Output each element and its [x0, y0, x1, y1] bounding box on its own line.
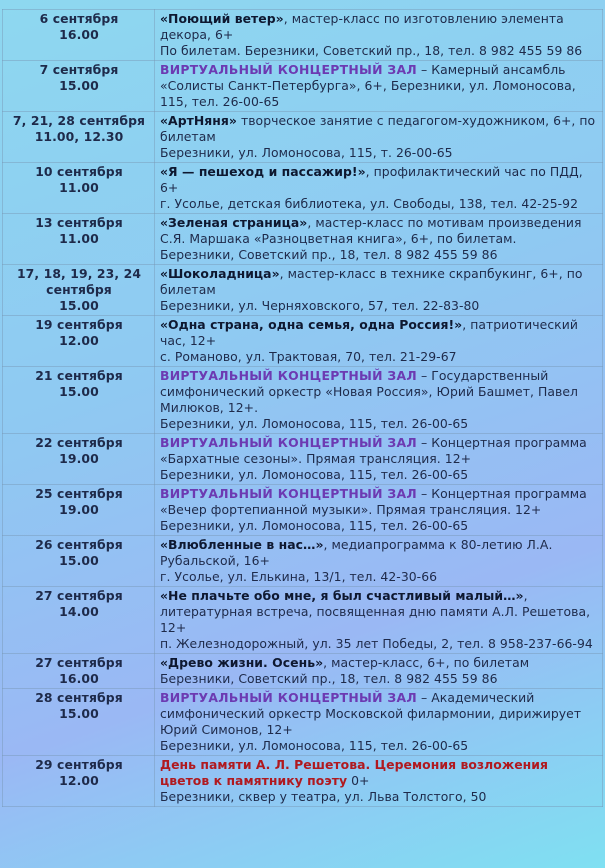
events-schedule-table	[2, 9, 603, 807]
event-venue: Березники, ул. Ломоносова, 115, тел. 26-00-65	[160, 467, 469, 482]
event-venue: Березники, ул. Ломоносова, 115, т. 26-00-65	[160, 145, 453, 160]
event-time: 15.00	[59, 706, 99, 721]
event-title: ВИРТУАЛЬНЫЙ КОНЦЕРТНЫЙ ЗАЛ	[160, 435, 418, 450]
event-row	[3, 689, 603, 756]
event-date: 13 сентября	[35, 215, 123, 230]
event-details: – Академический симфонический оркестр Московской филармонии, дирижирует Юрий Симонов, 12+	[160, 690, 582, 737]
event-date-cell	[3, 485, 155, 536]
event-row	[3, 485, 603, 536]
event-row	[3, 265, 603, 316]
event-time: 12.00	[59, 333, 99, 348]
event-time: 16.00	[59, 671, 99, 686]
event-description-cell	[155, 10, 603, 61]
event-description-cell	[155, 316, 603, 367]
event-description-cell	[155, 689, 603, 756]
event-details: , профилактический час по ПДД, 6+	[160, 164, 583, 195]
event-description-cell	[155, 654, 603, 689]
event-date-cell	[3, 587, 155, 654]
event-row	[3, 61, 603, 112]
event-details: , мастер-класс по мотивам произведения С.Я. Маршака «Разноцветная книга», 6+, по билетам.	[160, 215, 582, 246]
event-title: «Влюбленные в нас…»	[160, 537, 324, 552]
event-title: «Древо жизни. Осень»	[160, 655, 324, 670]
event-date-cell	[3, 163, 155, 214]
event-date: 10 сентября	[35, 164, 123, 179]
event-title: «Зеленая страница»	[160, 215, 308, 230]
event-date-cell	[3, 112, 155, 163]
event-date: 7, 21, 28 сентября	[12, 113, 146, 128]
event-row	[3, 756, 603, 807]
event-date: 19 сентября	[35, 317, 123, 332]
event-date-cell	[3, 434, 155, 485]
event-time: 12.00	[59, 773, 99, 788]
event-description-cell	[155, 112, 603, 163]
event-row	[3, 367, 603, 434]
event-title: «Не плачьте обо мне, я был счастливый малый…»	[160, 588, 524, 603]
event-date: 27 сентября	[35, 655, 123, 670]
event-description-cell	[155, 536, 603, 587]
event-title: ВИРТУАЛЬНЫЙ КОНЦЕРТНЫЙ ЗАЛ	[160, 690, 418, 705]
event-date-cell	[3, 654, 155, 689]
event-date-cell	[3, 536, 155, 587]
event-row	[3, 536, 603, 587]
event-details: , патриотический час, 12+	[160, 317, 578, 348]
event-description-cell	[155, 485, 603, 536]
event-venue: п. Железнодорожный, ул. 35 лет Победы, 2, тел. 8 958-237-66-94	[160, 636, 593, 651]
event-title: «Я — пешеход и пассажир!»	[160, 164, 366, 179]
event-description-cell	[155, 61, 603, 112]
event-date: 6 сентября	[39, 11, 119, 26]
event-details: , мастер-класс в технике скрапбукинг, 6+, по билетам	[160, 266, 583, 297]
event-row	[3, 214, 603, 265]
event-details: – Камерный ансамбль «Солисты Санкт-Петербурга», 6+, Березники, ул. Ломоносова, 115, тел. 26-00-65	[160, 62, 576, 109]
event-date: 17, 18, 19, 23, 24 сентября	[16, 266, 142, 297]
event-details: , литературная встреча, посвященная дню памяти А.Л. Решетова, 12+	[160, 588, 591, 635]
event-date: 22 сентября	[35, 435, 123, 450]
event-details: – Концертная программа «Вечер фортепианной музыки». Прямая трансляция. 12+	[160, 486, 587, 517]
event-time: 19.00	[59, 502, 99, 517]
event-date-cell	[3, 61, 155, 112]
event-time: 16.00	[59, 27, 99, 42]
event-date-cell	[3, 316, 155, 367]
event-time: 15.00	[59, 298, 99, 313]
event-date: 27 сентября	[35, 588, 123, 603]
event-details: , медиапрограмма к 80-летию Л.А. Рубальской, 16+	[160, 537, 553, 568]
event-date-cell	[3, 265, 155, 316]
event-details: 0+	[347, 773, 370, 788]
event-description-cell	[155, 163, 603, 214]
event-date-cell	[3, 689, 155, 756]
event-venue: г. Усолье, детская библиотека, ул. Свободы, 138, тел. 42-25-92	[160, 196, 579, 211]
event-description-cell	[155, 434, 603, 485]
event-time: 15.00	[59, 78, 99, 93]
event-date-cell	[3, 10, 155, 61]
event-venue: Березники, ул. Ломоносова, 115, тел. 26-00-65	[160, 416, 469, 431]
event-row	[3, 112, 603, 163]
event-title: ВИРТУАЛЬНЫЙ КОНЦЕРТНЫЙ ЗАЛ	[160, 368, 418, 383]
event-description-cell	[155, 587, 603, 654]
event-venue: г. Усолье, ул. Елькина, 13/1, тел. 42-30-66	[160, 569, 438, 584]
event-date: 29 сентября	[35, 757, 123, 772]
event-time: 15.00	[59, 384, 99, 399]
event-venue: По билетам. Березники, Советский пр., 18, тел. 8 982 455 59 86	[160, 43, 583, 58]
event-date: 25 сентября	[35, 486, 123, 501]
event-date: 28 сентября	[35, 690, 123, 705]
event-title: ВИРТУАЛЬНЫЙ КОНЦЕРТНЫЙ ЗАЛ	[160, 62, 418, 77]
event-venue: Березники, ул. Ломоносова, 115, тел. 26-00-65	[160, 738, 469, 753]
event-details: , мастер-класс, 6+, по билетам	[323, 655, 530, 670]
event-date-cell	[3, 756, 155, 807]
event-time: 19.00	[59, 451, 99, 466]
event-row	[3, 10, 603, 61]
event-description-cell	[155, 265, 603, 316]
event-venue: Березники, Советский пр., 18, тел. 8 982 455 59 86	[160, 671, 498, 686]
event-row	[3, 316, 603, 367]
event-row	[3, 587, 603, 654]
event-description-cell	[155, 367, 603, 434]
event-date: 26 сентября	[35, 537, 123, 552]
event-details: творческое занятие с педагогом-художником, 6+, по билетам	[160, 113, 596, 144]
event-venue: Березники, Советский пр., 18, тел. 8 982 455 59 86	[160, 247, 498, 262]
event-title: «Поющий ветер»	[160, 11, 284, 26]
event-venue: с. Романово, ул. Трактовая, 70, тел. 21-29-67	[160, 349, 457, 364]
event-title: «АртНяня»	[160, 113, 237, 128]
event-row	[3, 434, 603, 485]
event-title: «Шоколадница»	[160, 266, 280, 281]
event-time: 11.00	[59, 180, 99, 195]
event-venue: Березники, ул. Черняховского, 57, тел. 22-83-80	[160, 298, 480, 313]
event-details: – Концертная программа «Бархатные сезоны». Прямая трансляция. 12+	[160, 435, 587, 466]
event-time: 14.00	[59, 604, 99, 619]
event-time: 15.00	[59, 553, 99, 568]
event-date-cell	[3, 367, 155, 434]
event-details: – Государственный симфонический оркестр «Новая Россия», Юрий Башмет, Павел Милюков, 12+.	[160, 368, 578, 415]
event-title: ВИРТУАЛЬНЫЙ КОНЦЕРТНЫЙ ЗАЛ	[160, 486, 418, 501]
event-venue: Березники, сквер у театра, ул. Льва Толстого, 50	[160, 789, 487, 804]
event-row	[3, 163, 603, 214]
event-date-cell	[3, 214, 155, 265]
event-venue: Березники, ул. Ломоносова, 115, тел. 26-00-65	[160, 518, 469, 533]
event-title: День памяти А. Л. Решетова. Церемония возложения цветов к памятнику поэту	[160, 757, 549, 788]
event-date: 7 сентября	[39, 62, 119, 77]
event-date: 21 сентября	[35, 368, 123, 383]
event-description-cell	[155, 214, 603, 265]
event-details: , мастер-класс по изготовлению элемента декора, 6+	[160, 11, 564, 42]
event-row	[3, 654, 603, 689]
event-time: 11.00, 12.30	[34, 129, 124, 144]
event-title: «Одна страна, одна семья, одна Россия!»	[160, 317, 463, 332]
event-time: 11.00	[59, 231, 99, 246]
event-description-cell	[155, 756, 603, 807]
